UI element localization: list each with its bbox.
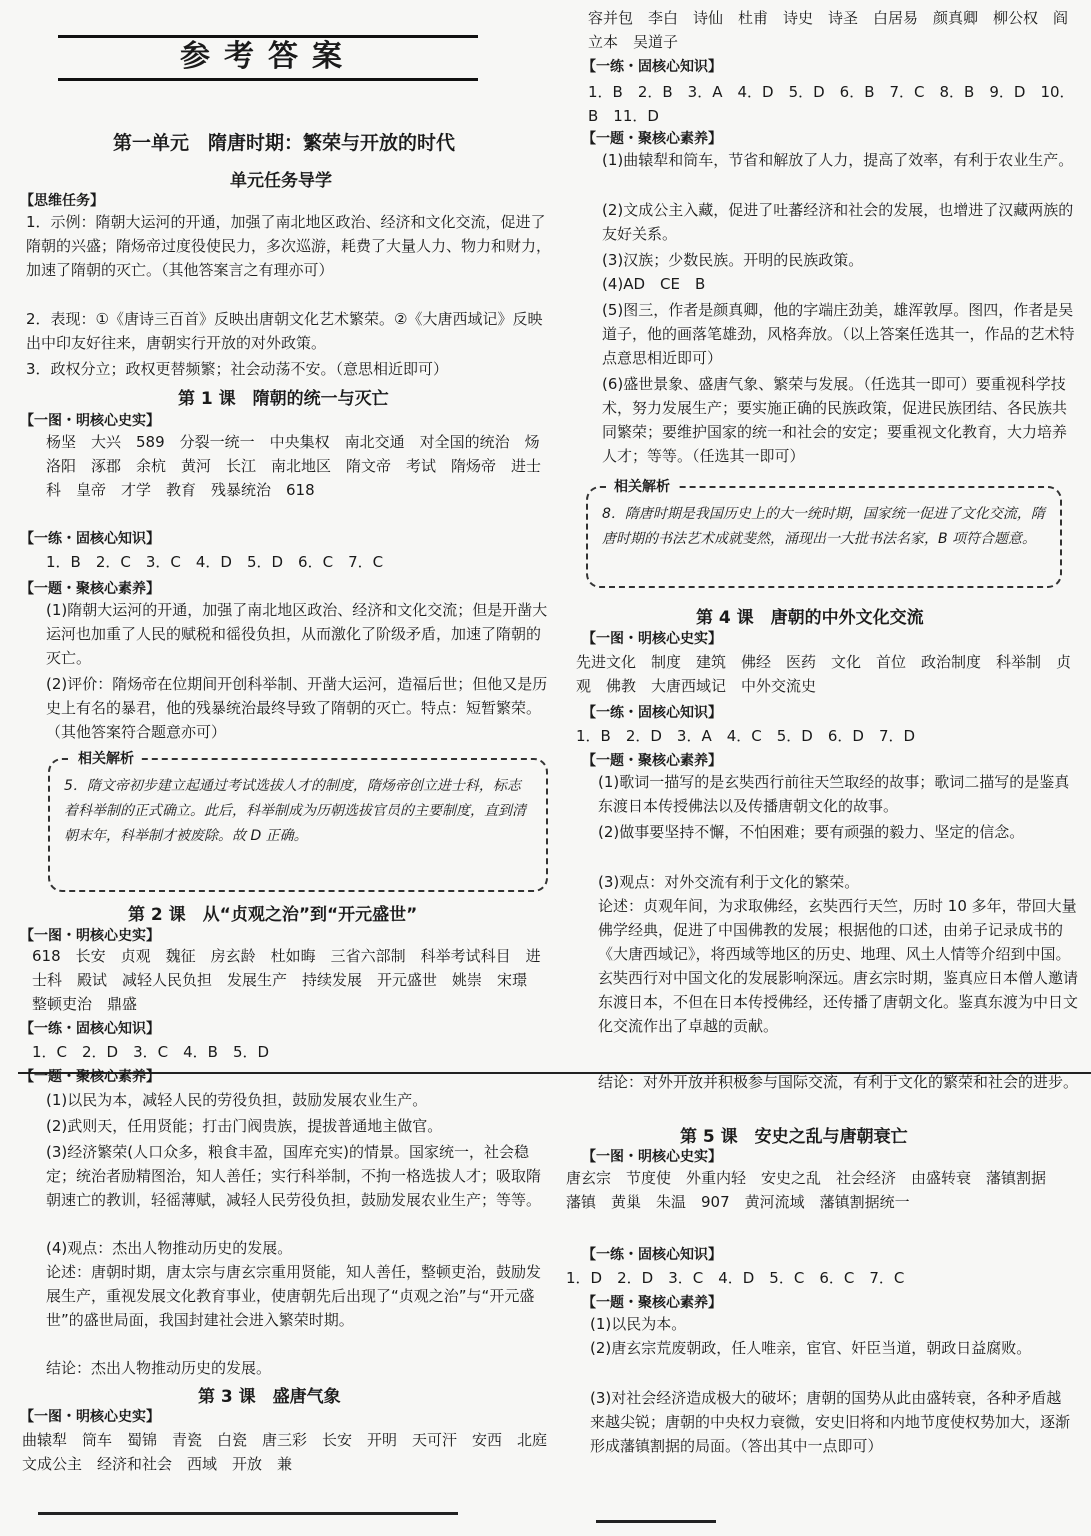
- lesson-title: 第 4 课 唐朝的中外文化交流: [696, 608, 924, 628]
- question-answer: (1)以民为本。: [590, 1315, 687, 1333]
- choice-answers: 1．C 2．D 3．C 4．B 5．D: [32, 1043, 270, 1061]
- section-label: 【一题・聚核心素养】: [582, 1295, 722, 1311]
- analysis-text: 5．隋文帝初步建立起通过考试选拔人才的制度，隋炀帝创立进士科，标志着科举制的正式确立。此后，科举制成为历朝选拔官员的主要制度，直到清朝末年，科举制才被废除。故 D 正确。: [64, 778, 526, 844]
- lesson-title: 第 2 课 从“贞观之治”到“开元盛世”: [128, 905, 418, 925]
- question-answer: (3)经济繁荣(人口众多，粮食丰盈，国库充实)的情景。国家统一，社会稳定；统治者励精图治，知人善任；实行科举制，不拘一格选拔人才；吸取隋朝速亡的教训，轻徭薄赋，减轻人民劳役负担，鼓励发展农业生产；等等。: [46, 1143, 542, 1209]
- section-label: 【一题・聚核心素养】: [20, 581, 160, 597]
- choice-answers: 1．B 2．B 3．A 4．D 5．D 6．B 7．C 8．B 9．D 10．B 11．D: [588, 83, 1075, 125]
- question-answer: (2)武则天，任用贤能；打击门阀贵族，提拔普通地主做官。: [46, 1117, 443, 1135]
- lesson-title: 第 1 课 隋朝的统一与灭亡: [178, 389, 389, 409]
- question-answer: (1)隋朝大运河的开通，加强了南北地区政治、经济和文化交流；但是开凿大运河也加重了人民的赋税和徭役负担，从而激化了阶级矛盾，加速了隋朝的灭亡。: [46, 601, 548, 667]
- question-answer: (3)对社会经济造成极大的破坏；唐朝的国势从此由盛转衰，各种矛盾越来越尖锐；唐朝的中央权力衰微，安史旧将和内地节度使权势加大，逐渐形成藩镇割据的局面。（答出其中一点即可）: [590, 1389, 1071, 1455]
- section-label: 【一图・明核心史实】: [582, 631, 722, 647]
- analysis-text: 8．隋唐时期是我国历史上的大一统时期，国家统一促进了文化交流，隋唐时期的书法艺术成就斐然，涌现出一大批书法名家，B 项符合题意。: [602, 506, 1045, 547]
- lesson-title: 第 5 课 安史之乱与唐朝衰亡: [680, 1127, 908, 1147]
- task-answer: 2．表现：①《唐诗三百首》反映出唐朝文化艺术繁荣。②《大唐西域记》反映出中印友好往来，唐朝实行开放的对外政策。: [26, 310, 543, 352]
- section-label: 【一练・固核心知识】: [20, 1021, 160, 1037]
- question-answer: (1)歌词一描写的是玄奘西行前往天竺取经的故事；歌词二描写的是鉴真东渡日本传授佛法以及传播唐朝文化的故事。: [598, 773, 1070, 815]
- footer-rule: [596, 1520, 716, 1523]
- key-facts: 先进文化 制度 建筑 佛经 医药 文化 首位 政治制度 科举制 贞观 佛教 大唐西域记 中外交流史: [576, 653, 1072, 695]
- key-facts: 杨坚 大兴 589 分裂一统一 中央集权 南北交通 对全国的统治 炀 洛阳 涿郡 余杭 黄河 长江 南北地区 隋文帝 考试 隋炀帝 进士科 皇帝 才学 教育 残暴统治 618: [46, 433, 555, 499]
- section-label: 【思维任务】: [20, 193, 104, 209]
- analysis-box-title: 相关解析: [608, 476, 676, 496]
- question-answer: (2)评价：隋炀帝在位期间开创科举制、开凿大运河，造福后世；但他又是历史上有名的暴君，他的残暴统治最终导致了隋朝的灭亡。特点：短暂繁荣。（其他答案符合题意亦可）: [46, 675, 548, 741]
- choice-answers: 1．B 2．C 3．C 4．D 5．D 6．C 7．C: [46, 553, 384, 571]
- unit-title: 第一单元 隋唐时期：繁荣与开放的时代: [113, 132, 456, 154]
- question-answer: (3)汉族；少数民族。开明的民族政策。: [602, 251, 864, 269]
- section-label: 【一练・固核心知识】: [582, 705, 722, 721]
- question-answer: (5)图三，作者是颜真卿，他的字端庄劲美，雄浑敦厚。图四，作者是吴道子，他的画落笔雄劲，风格奔放。（以上答案任选其一，作品的艺术特点意思相近即可）: [602, 301, 1075, 367]
- question-answer: 结论：对外开放并积极参与国际交流，有利于文化的繁荣和社会的进步。: [598, 1073, 1079, 1091]
- question-answer: 论述：贞观年间，为求取佛经，玄奘西行天竺，历时 10 多年，带回大量佛学经典，促进了中国佛教的发展；根据他的口述，由弟子记录成书的《大唐西域记》，将西域等地区的历史、地理、风土人情等介绍到中国。玄奘西行对中国文化的发展影响深远。唐玄宗时期，鉴真应日本僧人邀请东渡日本，不但在日本传授佛经，还传播了唐朝文化。鉴真东渡为中日文化交流作出了卓越的贡献。: [598, 897, 1079, 1035]
- key-facts-continued: 容并包 李白 诗仙 杜甫 诗史 诗圣 白居易 颜真卿 柳公权 阎立本 吴道子: [588, 9, 1069, 51]
- analysis-box-title: 相关解析: [72, 748, 140, 768]
- answer-key-header: 参考答案: [58, 35, 478, 81]
- section-label: 【一题・聚核心素养】: [20, 1069, 160, 1085]
- question-answer: 结论：杰出人物推动历史的发展。: [46, 1359, 272, 1377]
- section-label: 【一题・聚核心素养】: [582, 131, 722, 147]
- section-label: 【一图・明核心史实】: [20, 1409, 160, 1425]
- question-answer: (1)曲辕犁和筒车，节省和解放了人力，提高了效率，有利于农业生产。: [602, 151, 1074, 169]
- choice-answers: 1．B 2．D 3．A 4．C 5．D 6．D 7．D: [576, 727, 916, 745]
- question-answer: (6)盛世景象、盛唐气象、繁荣与发展。（任选其一即可）要重视科学技术，努力发展生产；要实施正确的民族政策，促进民族团结、各民族共同繁荣；要维护国家的统一和社会的安定；要重视文化教育，大力培养人才；等等。（任选其一即可）: [602, 375, 1068, 465]
- question-answer: (4)AD CE B: [602, 275, 706, 293]
- analysis-box: [586, 479, 1062, 588]
- key-facts: 唐玄宗 节度使 外重内轻 安史之乱 社会经济 由盛转衰 藩镇割据 藩镇 黄巢 朱温 907 黄河流域 藩镇割据统一: [566, 1169, 1062, 1211]
- question-answer: 论述：唐朝时期，唐太宗与唐玄宗重用贤能，知人善任，整顿吏治，鼓励发展生产，重视发展文化教育事业，使唐朝先后出现了“贞观之治”与“开元盛世”的盛世局面，我国封建社会进入繁荣时期。: [46, 1263, 542, 1329]
- lesson-title: 第 3 课 盛唐气象: [198, 1387, 341, 1407]
- section-label: 【一图・明核心史实】: [582, 1149, 722, 1165]
- analysis-box: [48, 751, 548, 892]
- question-answer: (3)观点：对外交流有利于文化的繁荣。: [598, 873, 860, 891]
- task-answer: 1．示例：隋朝大运河的开通，加强了南北地区政治、经济和文化交流，促进了隋朝的兴盛；隋炀帝过度役使民力，多次巡游，耗费了大量人力、物力和财力，加速了隋朝的灭亡。（其他答案言之有理亦可）: [26, 213, 552, 279]
- section-label: 【一练・固核心知识】: [582, 1247, 722, 1263]
- unit-guide-title: 单元任务导学: [230, 171, 332, 191]
- section-label: 【一练・固核心知识】: [582, 59, 722, 75]
- section-label: 【一图・明核心史实】: [20, 928, 160, 944]
- question-answer: (2)做事要坚持不懈，不怕困难；要有顽强的毅力、坚定的信念。: [598, 823, 1025, 841]
- choice-answers: 1．D 2．D 3．C 4．D 5．C 6．C 7．C: [566, 1269, 905, 1287]
- question-answer: (1)以民为本，减轻人民的劳役负担，鼓励发展农业生产。: [46, 1091, 428, 1109]
- footer-rule: [38, 1512, 458, 1515]
- question-answer: (2)文成公主入藏，促进了吐蕃经济和社会的发展，也增进了汉藏两族的友好关系。: [602, 201, 1074, 243]
- section-label: 【一练・固核心知识】: [20, 531, 160, 547]
- section-label: 【一图・明核心史实】: [20, 413, 160, 429]
- task-answer: 3．政权分立；政权更替频繁；社会动荡不安。（意思相近即可）: [26, 360, 449, 378]
- question-answer: (2)唐玄宗荒废朝政，任人唯亲，宦官、奸臣当道，朝政日益腐败。: [590, 1339, 1032, 1357]
- question-answer: (4)观点：杰出人物推动历史的发展。: [46, 1239, 293, 1257]
- key-facts: 曲辕犁 筒车 蜀锦 青瓷 白瓷 唐三彩 长安 开明 天可汗 安西 北庭 文成公主 经济和社会 西域 开放 兼: [22, 1431, 563, 1473]
- section-label: 【一题・聚核心素养】: [582, 753, 722, 769]
- key-facts: 618 长安 贞观 魏征 房玄龄 杜如晦 三省六部制 科举考试科目 进士科 殿试 减轻人民负担 发展生产 持续发展 开元盛世 姚崇 宋璟 整顿吏治 鼎盛: [32, 947, 543, 1013]
